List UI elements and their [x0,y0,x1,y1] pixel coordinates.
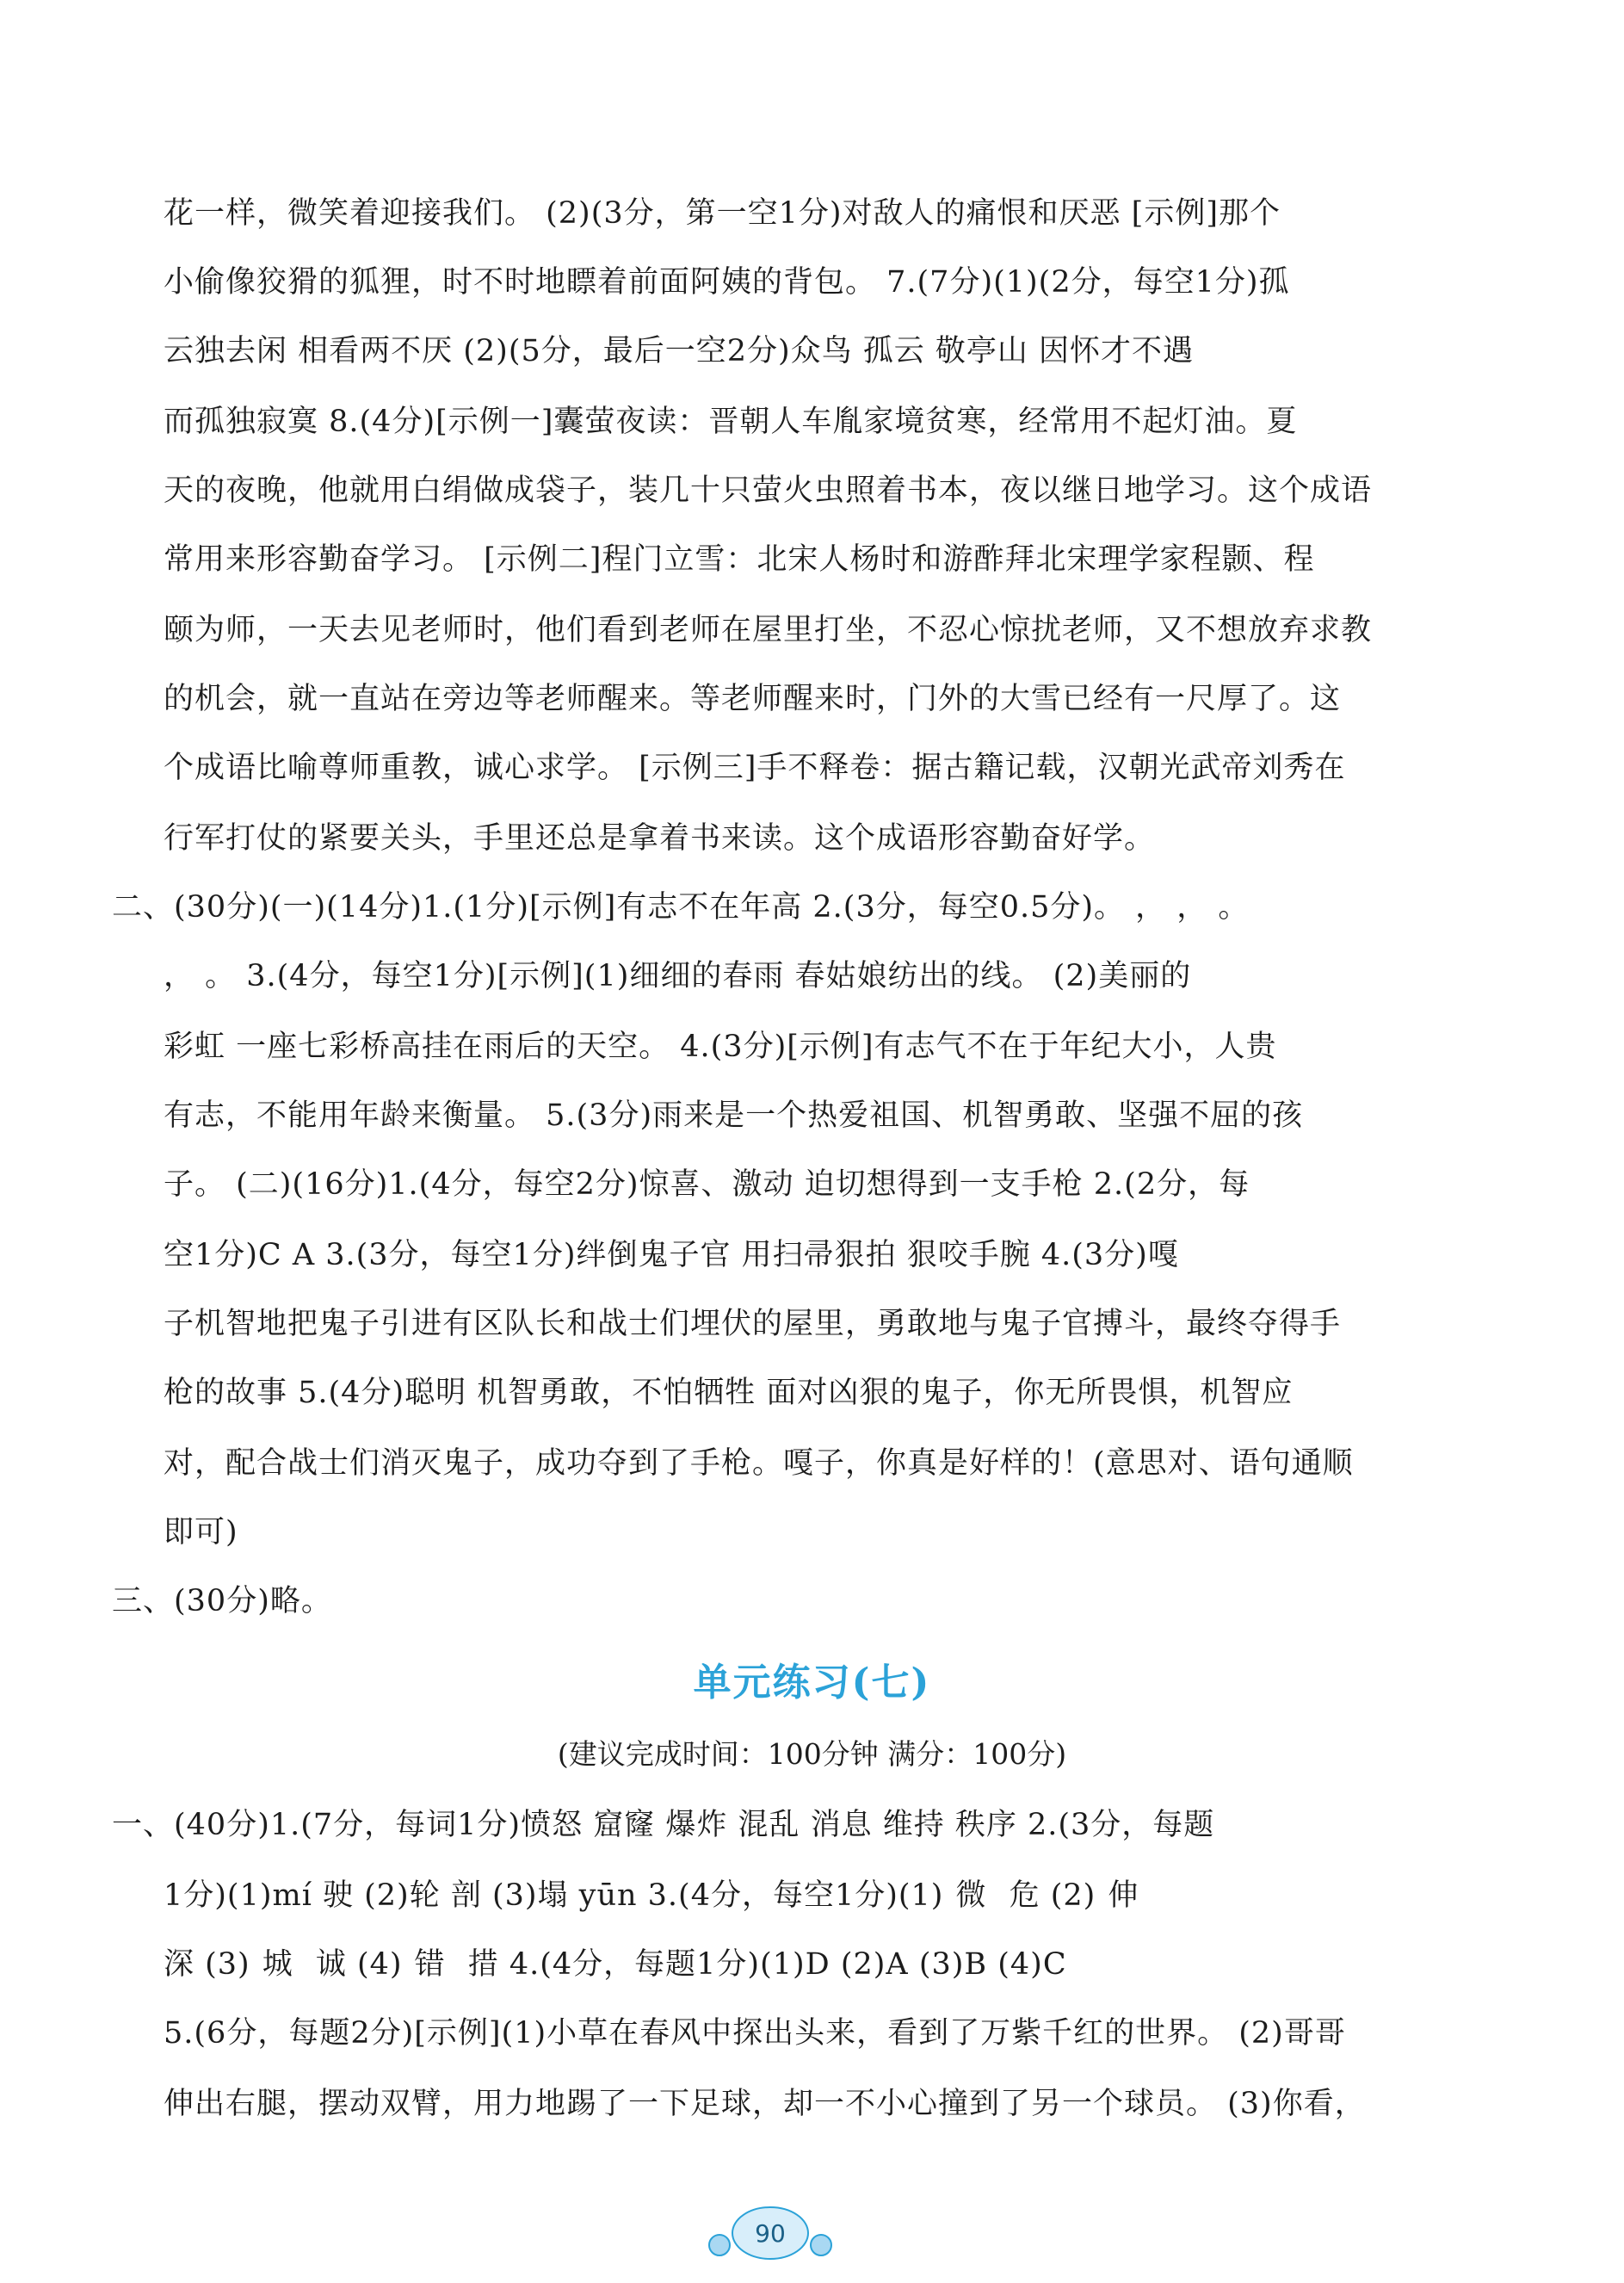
text-run: 诚 (4) [305,1947,403,1982]
text-line: 的机会，就一直站在旁边等老师醒来。等老师醒来时，门外的大雪已经有一尺厚了。这 [164,682,1342,716]
section-subtitle: (建议完成时间：100分钟 满分：100分) [557,1737,1067,1771]
badge-bubble-icon [709,2235,730,2255]
text-line: 小偷像狡猾的狐狸，时不时地瞟着前面阿姨的背包。 7.(7分)(1)(2分，每空1分)孤 [164,265,1290,300]
text-line: 而孤独寂寞 8.(4分)[示例一]囊萤夜读：晋朝人车胤家境贫寒，经常用不起灯油。夏 [164,405,1298,439]
text-line: 二、(30分)(一)(14分)1.(1分)[示例]有志不在年高 2.(3分，每空0.5分)。 ， ， 。 [112,890,1250,925]
text-line: 一、(40分)1.(7分，每词1分)愤怒 窟窿 爆炸 混乱 消息 维持 秩序 2.(3分，每题 [112,1808,1215,1842]
text-line: 枪的故事 5.(4分)聪明 机智勇敢，不怕牺牲 面对凶狠的鬼子，你无所畏惧，机智应 [164,1376,1294,1410]
text-line: 天的夜晚，他就用白绢做成袋子，装几十只萤火虫照着书本，夜以继日地学习。这个成语 [164,473,1373,508]
text-line: 颐为师，一天去见老师时，他们看到老师在屋里打坐，不忍心惊扰老师，又不想放弃求教 [164,613,1373,647]
text-line: 行军打仗的紧要关头，手里还总是拿着书来读。这个成语形容勤奋好学。 [164,821,1156,856]
text-line [164,1878,1420,1913]
text-line: 即可) [164,1515,238,1550]
text-line: 云独去闲 相看两不厌 (2)(5分，最后一空2分)众鸟 孤云 敬亭山 因怀才不遇 [164,334,1195,368]
text-line: 三、(30分)略。 [112,1584,332,1618]
fill-blank-answer: 微 [943,1878,998,1913]
section-title: 单元练习(七) [693,1661,931,1705]
text-line: 彩虹 一座七彩桥高挂在雨后的天空。 4.(3分)[示例]有志气不在于年纪大小，人贵 [164,1030,1277,1064]
badge-bubble-icon [811,2235,831,2255]
fill-blank-answer: 伸 [1096,1878,1151,1913]
text-line: 空1分)C A 3.(3分，每空1分)绊倒鬼子官 用扫帚狠拍 狠咬手腕 4.(3分)嘎 [164,1238,1179,1272]
text-line: 有志，不能用年龄来衡量。 5.(3分)雨来是一个热爱祖国、机智勇敢、坚强不屈的孩 [164,1098,1304,1133]
text-line: 子机智地把鬼子引进有区队长和战士们埋伏的屋里，勇敢地与鬼子官搏斗，最终夺得手 [164,1307,1342,1341]
text-run: 措 4.(4分，每题1分)(1)D (2)A (3)B (4)C [457,1947,1067,1982]
text-run: 1分)(1)mí 驶 (2)轮 剖 (3)塌 yūn 3.(4分，每空1分)(1) [164,1878,944,1913]
text-line: 子。 (二)(16分)1.(4分，每空2分)惊喜、激动 迫切想得到一支手枪 2.(2分，每 [164,1167,1250,1202]
text-line [164,1947,1420,1982]
page-number-badge [706,2202,835,2262]
text-run: 危 (2) [998,1878,1096,1913]
text-line: 5.(6分，每题2分)[示例](1)小草在春风中探出头来，看到了万紫千红的世界。 (2)哥哥 [164,2016,1346,2051]
fill-blank-answer: 城 [250,1947,306,1982]
text-line: 个成语比喻尊师重教，诚心求学。 [示例三]手不释卷：据古籍记载，汉朝光武帝刘秀在 [164,751,1346,785]
text-line: 常用来形容勤奋学习。 [示例二]程门立雪：北宋人杨时和游酢拜北宋理学家程颢、程 [164,542,1315,577]
page-number: 90 [755,2219,786,2248]
text-line: 伸出右腿，摆动双臂，用力地踢了一下足球，却一不小心撞到了另一个球员。 (3)你看， [164,2087,1366,2121]
text-line: ， 。 3.(4分，每空1分)[示例](1)细细的春雨 春姑娘纺出的线。 (2)美丽的 [164,959,1192,993]
text-line: 对，配合战士们消灭鬼子，成功夺到了手枪。嘎子，你真是好样的！(意思对、语句通顺 [164,1446,1354,1481]
fill-blank-answer: 错 [403,1947,458,1982]
text-run: 深 (3) [164,1947,250,1982]
text-line: 花一样，微笑着迎接我们。 (2)(3分，第一空1分)对敌人的痛恨和厌恶 [示例]那个 [164,196,1281,231]
